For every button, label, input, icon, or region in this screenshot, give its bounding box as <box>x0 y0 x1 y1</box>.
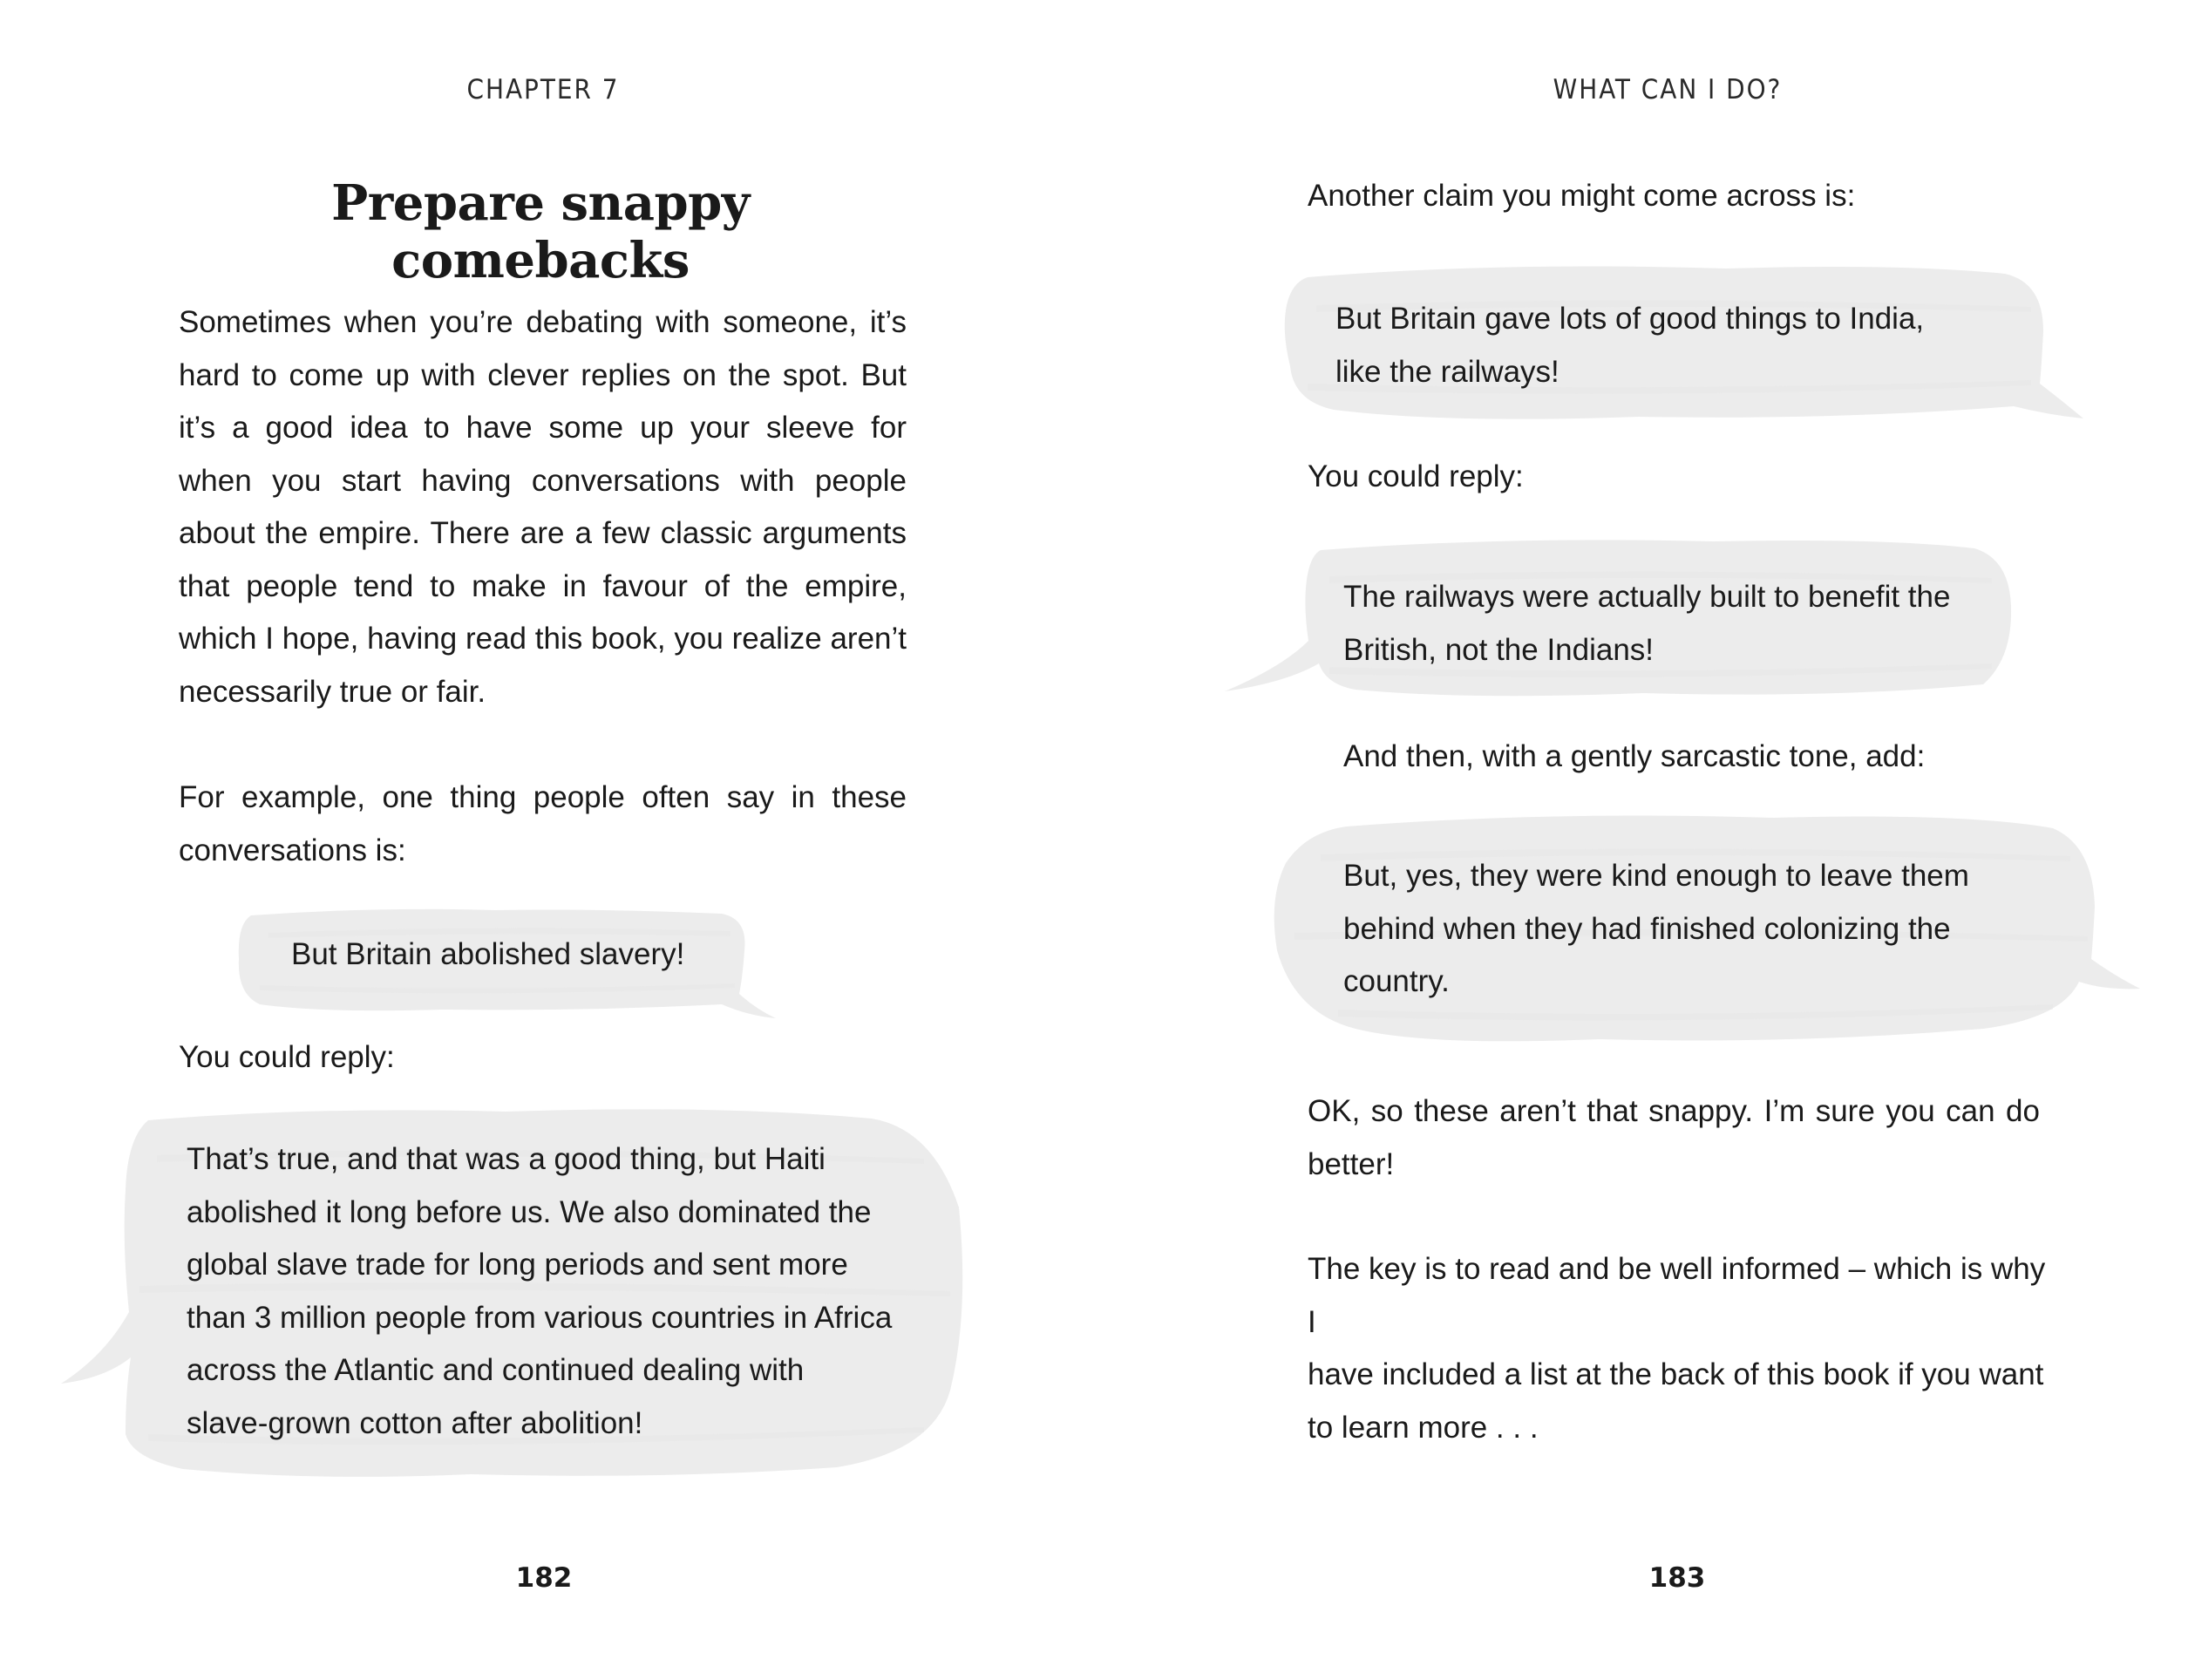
speech-bubble-railways-claim <box>1273 262 2083 427</box>
running-head-chapter: CHAPTER 7 <box>466 74 620 105</box>
bubble-line: like the railways! <box>1335 354 1559 389</box>
page-number: 182 <box>515 1562 573 1594</box>
bubble-line: than 3 million people from various countries in Africa <box>187 1300 893 1335</box>
bubble-text <box>1343 850 2093 1009</box>
bubble-line: But Britain gave lots of good things to India, <box>1335 302 1925 336</box>
running-head-section: WHAT CAN I DO? <box>1553 74 1783 105</box>
paragraph-line: to learn more . . . <box>1308 1410 1539 1445</box>
bubble-text <box>1335 293 2050 398</box>
bubble-line: But, yes, they were kind enough to leave them <box>1343 859 1969 893</box>
reply-prompt: You could reply: <box>179 1040 395 1074</box>
conclusion-paragraph: OK, so these aren’t that snappy. I’m sure you can do better! <box>1308 1094 2040 1181</box>
right-page <box>1094 0 2188 1680</box>
example-paragraph: For example, one thing people often say in these conversations is: <box>179 780 907 867</box>
bubble-line: global slave trade for long periods and sent more <box>187 1248 848 1282</box>
paragraph-line: The key is to read and be well informed – which is why I <box>1308 1252 2046 1339</box>
speech-bubble-railways-reply <box>1225 536 2009 702</box>
speech-bubble-sarcastic-reply <box>1268 811 2140 1046</box>
bubble-line: slave-grown cotton after abolition! <box>187 1405 643 1440</box>
bubble-line: behind when they had finished colonizing the <box>1343 911 1951 946</box>
intro-paragraph: Sometimes when you’re debating with someone, it’s hard to come up with clever replies on the spot. But it’s a good idea to have some up your sleeve for when you start having conversations with people about the empire. There are a few classic arguments that people tend to make in favour of the empire, which I hope, having read this book, you realize aren’t necessarily true or fair. <box>179 305 907 709</box>
sarcastic-prompt: And then, with a gently sarcastic tone, add: <box>1343 739 1926 773</box>
bubble-line: abolished it long before us. We also dominated the <box>187 1194 872 1229</box>
claim-intro: Another claim you might come across is: <box>1308 179 1856 213</box>
paragraph-line: have included a list at the back of this book if you want <box>1308 1357 2044 1391</box>
bubble-text <box>1343 571 2006 677</box>
reading-list-paragraph <box>1308 1243 2057 1454</box>
speech-bubble-haiti-reply <box>52 1103 968 1486</box>
bubble-text: But Britain abolished slavery! <box>291 937 685 971</box>
bubble-line: British, not the Indians! <box>1343 632 1655 667</box>
bubble-line: country. <box>1343 964 1450 998</box>
section-title: Prepare snappy comebacks <box>331 174 750 289</box>
bubble-line: across the Atlantic and continued dealing with <box>187 1353 805 1387</box>
page-number: 183 <box>1648 1562 1706 1594</box>
bubble-line: The railways were actually built to benefit the <box>1343 580 1951 614</box>
bubble-text <box>187 1133 971 1450</box>
bubble-line: That’s true, and that was a good thing, but Haiti <box>187 1142 826 1176</box>
reply-prompt: You could reply: <box>1308 459 1524 493</box>
speech-bubble-slavery-claim <box>234 907 774 1020</box>
